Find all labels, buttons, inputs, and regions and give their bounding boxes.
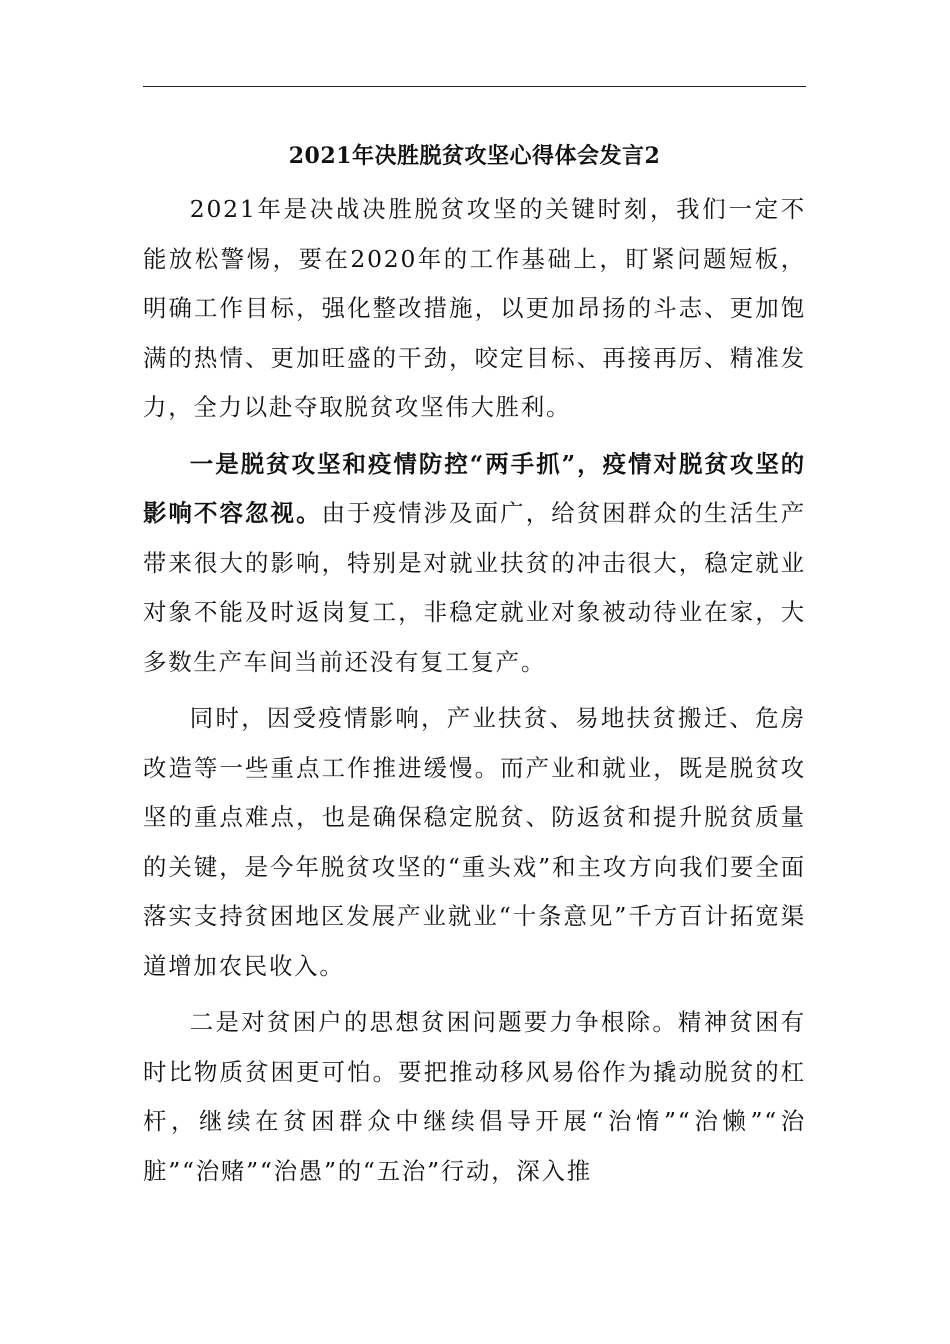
paragraph-text: 同时，因受疫情影响，产业扶贫、易地扶贫搬迁、危房改造等一些重点工作推进缓慢。而产业和就业，既是脱贫攻坚的重点难点，也是确保稳定脱贫、防返贫和提升脱贫质量的关键，是今年脱贫攻坚的“重头戏”和主攻方向我们要全面落实支持贫困地区发展产业就业“十条意见”千方百计拓宽渠道增加农民收入。 — [143, 704, 806, 980]
document-title: 2021年决胜脱贫攻坚心得体会发言2 — [288, 143, 661, 169]
paragraph-text: 二是对贫困户的思想贫困问题要力争根除。精神贫困有时比物质贫困更可怕。要把推动移风易俗作为撬动脱贫的杠杆，继续在贫困群众中继续倡导开展“治惰”“治懒”“治脏”“治赌”“治愚”的“五治”行动，深入推 — [143, 1008, 806, 1185]
paragraph-lead: 一是脱贫攻坚和疫情防控“两手抓”，疫情对脱贫攻坚的影响不容忽视。 — [143, 449, 806, 527]
paragraph-2 — [143, 440, 806, 688]
paragraph-text: 由于疫情涉及面广，给贫困群众的生活生产带来很大的影响，特别是对就业扶贫的冲击很大，稳定就业对象不能及时返岗复工，非稳定就业对象被动待业在家，大多数生产车间当前还没有复工复产。 — [143, 499, 806, 676]
paragraph-1 — [143, 185, 806, 433]
document-body — [143, 185, 806, 1196]
header-rule — [143, 86, 806, 87]
paragraph-4 — [143, 998, 806, 1196]
paragraph-3 — [143, 694, 806, 991]
paragraph-text: 2021年是决战决胜脱贫攻坚的关键时刻，我们一定不能放松警惕，要在2020年的工作基础上，盯紧问题短板，明确工作目标，强化整改措施，以更加昂扬的斗志、更加饱满的热情、更加旺盛的干劲，咬定目标、再接再厉、精准发力，全力以赴夺取脱贫攻坚伟大胜利。 — [143, 195, 806, 421]
